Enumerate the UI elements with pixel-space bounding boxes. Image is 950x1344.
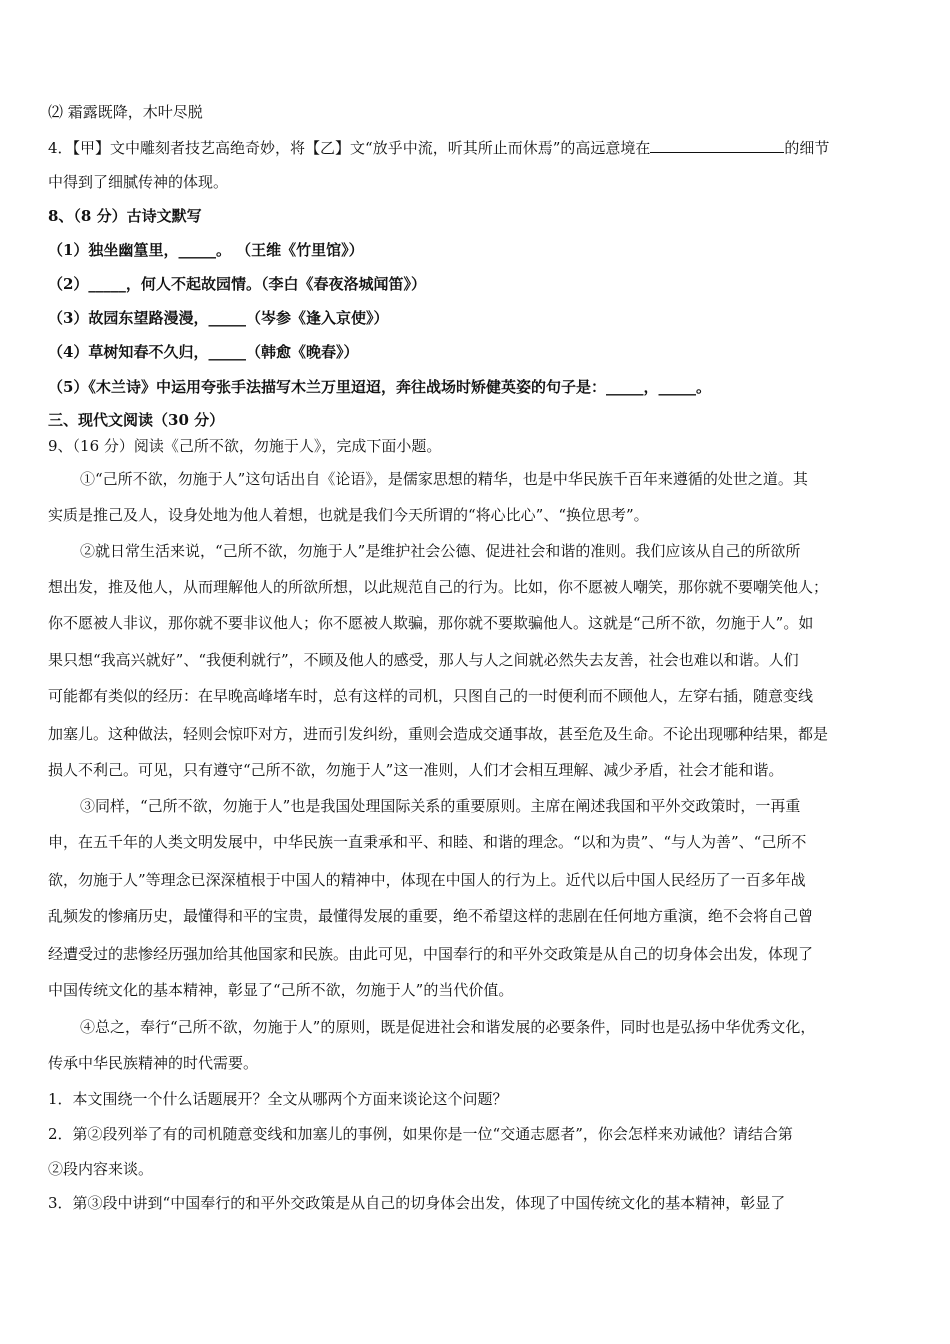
q8-item-3: （3）故园东望路漫漫，_____（岑参《逢入京使》）	[48, 309, 389, 327]
passage-line: ③同样，“己所不欲，勿施于人”也是我国处理国际关系的重要原则。主席在阐述我国和平外交政策时，一再重	[80, 797, 801, 815]
q7-sub4-text-b: 的细节	[784, 139, 830, 157]
q7-sub4-text-a: 4．【甲】文中雕刻者技艺高绝奇妙，将【乙】文“放乎中流，听其所止而休焉”的高远意境在	[48, 139, 651, 157]
q7-sub4	[48, 137, 908, 158]
section-3-title: 三、现代文阅读（30 分）	[48, 411, 225, 429]
passage-line: 损人不利己。可见，只有遵守“己所不欲，勿施于人”这一准则，人们才会相互理解、减少矛盾，社会才能和谐。	[48, 761, 784, 779]
q8-item-5: （5）《木兰诗》中运用夸张手法描写木兰万里迢迢，奔往战场时矫健英姿的句子是：_____，_____。	[48, 378, 711, 396]
passage-line: 申，在五千年的人类文明发展中，中华民族一直秉承和平、和睦、和谐的理念。“以和为贵”、“与人为善”、“己所不	[48, 833, 807, 851]
sub-question-3: 3．第③段中讲到“中国奉行的和平外交政策是从自己的切身体会出发，体现了中国传统文化的基本精神，彰显了	[48, 1194, 786, 1212]
passage-line: 实质是推己及人，设身处地为他人着想，也就是我们今天所谓的“将心比心”、“换位思考”。	[48, 506, 649, 524]
passage-line: 欲，勿施于人”等理念已深深植根于中国人的精神中，体现在中国人的行为上。近代以后中国人民经历了一百多年战	[48, 871, 806, 889]
passage-line: 传承中华民族精神的时代需要。	[48, 1054, 259, 1072]
passage-line: 加塞儿。这种做法，轻则会惊吓对方，进而引发纠纷，重则会造成交通事故，甚至危及生命。不论出现哪种结果，都是	[48, 725, 829, 743]
passage-line: 可能都有类似的经历：在早晚高峰堵车时，总有这样的司机，只图自己的一时便利而不顾他人，左穿右插，随意变线	[48, 687, 814, 705]
sub-question-1: 1．本文围绕一个什么话题展开？全文从哪两个方面来谈论这个问题？	[48, 1090, 508, 1108]
q9-title: 9、（16 分）阅读《己所不欲，勿施于人》，完成下面小题。	[48, 437, 442, 455]
q8-item-2: （2）_____，何人不起故园情。（李白《春夜洛城闻笛》）	[48, 275, 426, 293]
passage-line: 经遭受过的悲惨经历强加给其他国家和民族。由此可见，中国奉行的和平外交政策是从自己的切身体会出发，体现了	[48, 945, 814, 963]
passage-line: 你不愿被人非议，那你就不要非议他人；你不愿被人欺骗，那你就不要欺骗他人。这就是“己所不欲，勿施于人”。如	[48, 614, 814, 632]
answer-blank[interactable]	[650, 137, 784, 153]
passage-line: ①“己所不欲，勿施于人”这句话出自《论语》，是儒家思想的精华，也是中华民族千百年来遵循的处世之道。其	[80, 470, 808, 488]
passage-line: 果只想“我高兴就好”、“我便利就行”，不顾及他人的感受，那人与人之间就必然失去友善，社会也难以和谐。人们	[48, 651, 799, 669]
passage-line: ④总之，奉行“己所不欲，勿施于人”的原则，既是促进社会和谐发展的必要条件，同时也是弘扬中华优秀文化，	[80, 1018, 816, 1036]
passage-line: ②就日常生活来说，“己所不欲，勿施于人”是维护社会公德、促进社会和谐的准则。我们应该从自己的所欲所	[80, 542, 801, 560]
q7-sub4-cont: 中得到了细腻传神的体现。	[48, 173, 229, 191]
q7-item-2: ⑵ 霜露既降，木叶尽脱	[48, 103, 203, 121]
sub-question-2-cont: ②段内容来谈。	[48, 1160, 154, 1178]
passage-line: 乱频发的惨痛历史，最懂得和平的宝贵，最懂得发展的重要，绝不希望这样的悲剧在任何地方重演，绝不会将自己曾	[48, 907, 814, 925]
sub-question-2: 2．第②段列举了有的司机随意变线和加塞儿的事例，如果你是一位“交通志愿者”，你会怎样来劝诫他？请结合第	[48, 1125, 793, 1143]
q8-item-1: （1）独坐幽篁里，_____。 （王维《竹里馆》）	[48, 241, 364, 259]
q8-item-4: （4）草树知春不久归，_____（韩愈《晚春》）	[48, 343, 359, 361]
passage-line: 想出发，推及他人，从而理解他人的所欲所想，以此规范自己的行为。比如，你不愿被人嘲笑，那你就不要嘲笑他人；	[48, 578, 829, 596]
passage-line: 中国传统文化的基本精神，彰显了“己所不欲，勿施于人”的当代价值。	[48, 981, 514, 999]
q8-title: 8、（8 分）古诗文默写	[48, 207, 202, 225]
